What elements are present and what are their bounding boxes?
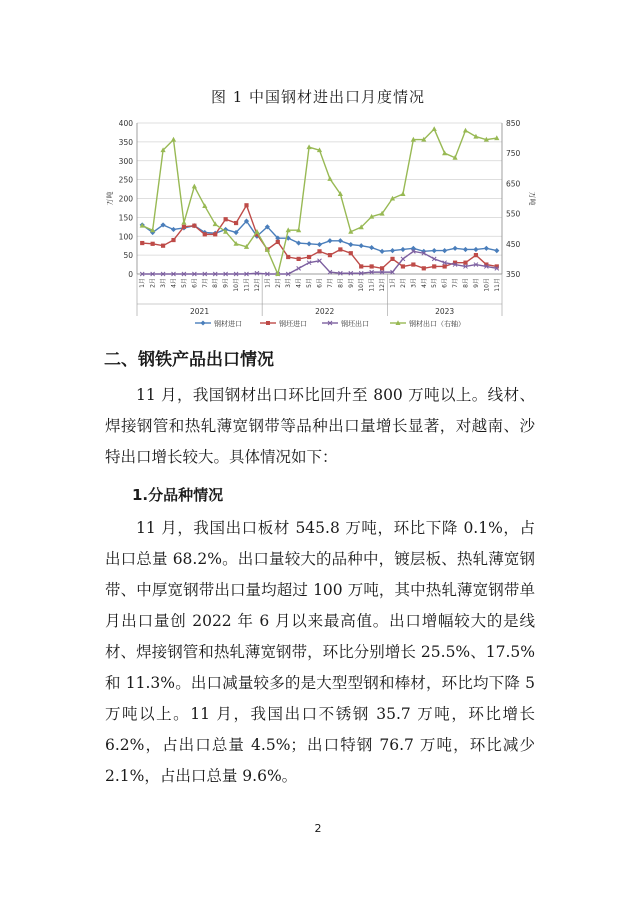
- category-tick-label: 2月: [399, 278, 407, 288]
- category-tick-label: 6月: [316, 278, 324, 288]
- data-point: [359, 264, 363, 268]
- data-point: [317, 249, 321, 253]
- data-point: [151, 242, 155, 246]
- data-point: [348, 242, 353, 247]
- category-tick-label: 7月: [326, 278, 334, 288]
- data-point: [370, 264, 374, 268]
- left-axis-label: 万吨: [106, 191, 114, 206]
- category-tick-label: 2月: [149, 278, 157, 288]
- data-point: [390, 248, 395, 253]
- data-point: [276, 240, 280, 244]
- category-tick-label: 7月: [452, 278, 460, 288]
- data-point: [296, 240, 301, 245]
- right-tick-label: 450: [506, 239, 521, 249]
- legend-label: 钢材出口（右轴）: [409, 320, 465, 328]
- data-point: [171, 238, 175, 242]
- category-tick-label: 12月: [253, 278, 261, 292]
- data-point: [432, 248, 437, 253]
- category-tick-label: 9月: [222, 278, 230, 288]
- data-point: [171, 137, 176, 142]
- year-label: 2021: [190, 307, 210, 316]
- category-tick-label: 3月: [285, 278, 293, 288]
- category-tick-label: 5月: [431, 278, 439, 288]
- series-line-square: [142, 205, 497, 268]
- data-point: [161, 244, 165, 248]
- data-point: [327, 238, 332, 243]
- category-tick-label: 3月: [410, 278, 418, 288]
- right-tick-label: 550: [506, 209, 521, 219]
- category-tick-label: 1月: [389, 278, 397, 288]
- import-export-line-chart: [100, 108, 540, 333]
- data-point: [401, 257, 405, 261]
- intro-paragraph: 11 月，我国钢材出口环比回升至 800 万吨以上。线材、焊接钢管和热轧薄宽钢带等品种出口量增长显著，对越南、沙特出口增长较大。具体情况如下：: [105, 386, 535, 466]
- data-point: [380, 266, 384, 270]
- data-point: [494, 248, 499, 253]
- data-point: [306, 241, 311, 246]
- data-point: [203, 232, 207, 236]
- data-point: [463, 261, 467, 265]
- legend-marker: [201, 321, 206, 326]
- category-tick-label: 10月: [358, 278, 366, 292]
- left-tick-label: 50: [123, 251, 133, 261]
- right-tick-label: 750: [506, 149, 521, 159]
- figure-title: 图 1 中国钢材进出口月度情况: [210, 88, 426, 106]
- body-paragraph: 11 月，我国出口板材 545.8 万吨，环比下降 0.1%，占出口总量 68.2%。出口量较大的品种中，镀层板、热轧薄宽钢带、中厚宽钢带出口量均超过 100 万吨，其中热轧薄宽钢带单月出口量创 2022 年 6 月以来最高值。出口增幅较大的是线材、焊接钢管和热轧薄宽钢带，环比分别增长 25.5%、17.5%和 11.3%。出口减量较多的是大型型钢和棒材，环比均下降 5 万吨以上。11 月，我国出口不锈钢 35.7 万吨，环比增长 6.2%，占出口总量 4.5%；出口特钢 76.7 万吨，环比减少 2.1%，占出口总量 9.6%。: [105, 519, 535, 785]
- data-point: [442, 150, 447, 155]
- data-point: [338, 238, 343, 243]
- data-point: [192, 184, 197, 189]
- data-point: [359, 243, 364, 248]
- category-tick-label: 1月: [264, 278, 272, 288]
- data-point: [452, 246, 457, 251]
- category-tick-label: 1月: [139, 278, 147, 288]
- data-point: [224, 217, 228, 221]
- data-point: [474, 253, 478, 257]
- data-point: [317, 242, 322, 247]
- data-point: [411, 262, 415, 266]
- data-point: [349, 251, 353, 255]
- section-heading: 二、钢铁产品出口情况: [104, 350, 274, 370]
- data-point: [327, 176, 332, 181]
- category-tick-label: 8月: [337, 278, 345, 288]
- data-point: [307, 255, 311, 259]
- legend-marker: [266, 321, 270, 325]
- right-tick-label: 850: [506, 119, 521, 128]
- data-point: [182, 225, 186, 229]
- data-point: [379, 249, 384, 254]
- right-axis-label: 万吨: [528, 191, 536, 206]
- category-tick-label: 9月: [472, 278, 480, 288]
- category-tick-label: 6月: [441, 278, 449, 288]
- category-tick-label: 11月: [493, 278, 501, 292]
- left-tick-label: 150: [118, 213, 133, 223]
- data-point: [484, 246, 489, 251]
- data-point: [422, 266, 426, 270]
- data-point: [463, 247, 468, 252]
- year-label: 2023: [435, 307, 455, 316]
- category-tick-label: 3月: [160, 278, 168, 288]
- left-tick-label: 400: [118, 119, 133, 128]
- data-point: [140, 241, 144, 245]
- left-tick-label: 200: [118, 194, 133, 204]
- category-tick-label: 6月: [191, 278, 199, 288]
- data-point: [328, 253, 332, 257]
- category-tick-label: 4月: [170, 278, 178, 288]
- data-point: [401, 264, 405, 268]
- category-tick-label: 4月: [420, 278, 428, 288]
- data-point: [432, 264, 436, 268]
- category-tick-label: 4月: [295, 278, 303, 288]
- category-tick-label: 7月: [201, 278, 209, 288]
- category-tick-label: 12月: [379, 278, 387, 292]
- category-tick-label: 2月: [274, 278, 282, 288]
- data-point: [297, 257, 301, 261]
- legend-label: 钢坯进口: [279, 320, 307, 328]
- left-tick-label: 350: [118, 137, 133, 147]
- category-tick-label: 10月: [483, 278, 491, 292]
- data-point: [400, 247, 405, 252]
- data-point: [400, 191, 405, 196]
- data-point: [338, 247, 342, 251]
- data-point: [463, 128, 468, 133]
- page-number: 2: [314, 822, 322, 835]
- data-point: [171, 227, 176, 232]
- category-tick-label: 5月: [180, 278, 188, 288]
- data-point: [234, 221, 238, 225]
- data-point: [443, 264, 447, 268]
- data-point: [473, 247, 478, 252]
- category-tick-label: 10月: [233, 278, 241, 292]
- data-point: [306, 144, 311, 149]
- data-point: [390, 257, 394, 261]
- data-point: [181, 220, 186, 225]
- year-label: 2022: [315, 307, 335, 316]
- left-tick-label: 0: [128, 270, 133, 279]
- category-tick-label: 8月: [212, 278, 220, 288]
- data-point: [432, 126, 437, 131]
- data-point: [213, 232, 217, 236]
- data-point: [442, 248, 447, 253]
- left-tick-label: 100: [118, 232, 133, 242]
- category-tick-label: 9月: [347, 278, 355, 288]
- category-tick-label: 5月: [306, 278, 314, 288]
- legend-label: 钢坯出口: [341, 320, 369, 328]
- legend-label: 钢材进口: [214, 320, 242, 328]
- category-tick-label: 11月: [243, 278, 251, 292]
- right-tick-label: 650: [506, 179, 521, 189]
- left-tick-label: 300: [118, 156, 133, 166]
- data-point: [286, 255, 290, 259]
- data-point: [192, 224, 196, 228]
- sub-heading: 1.分品种情况: [132, 486, 224, 504]
- category-tick-label: 11月: [368, 278, 376, 292]
- right-tick-label: 350: [506, 270, 521, 279]
- left-tick-label: 250: [118, 175, 133, 185]
- data-point: [369, 245, 374, 250]
- data-point: [244, 203, 248, 207]
- category-tick-label: 8月: [462, 278, 470, 288]
